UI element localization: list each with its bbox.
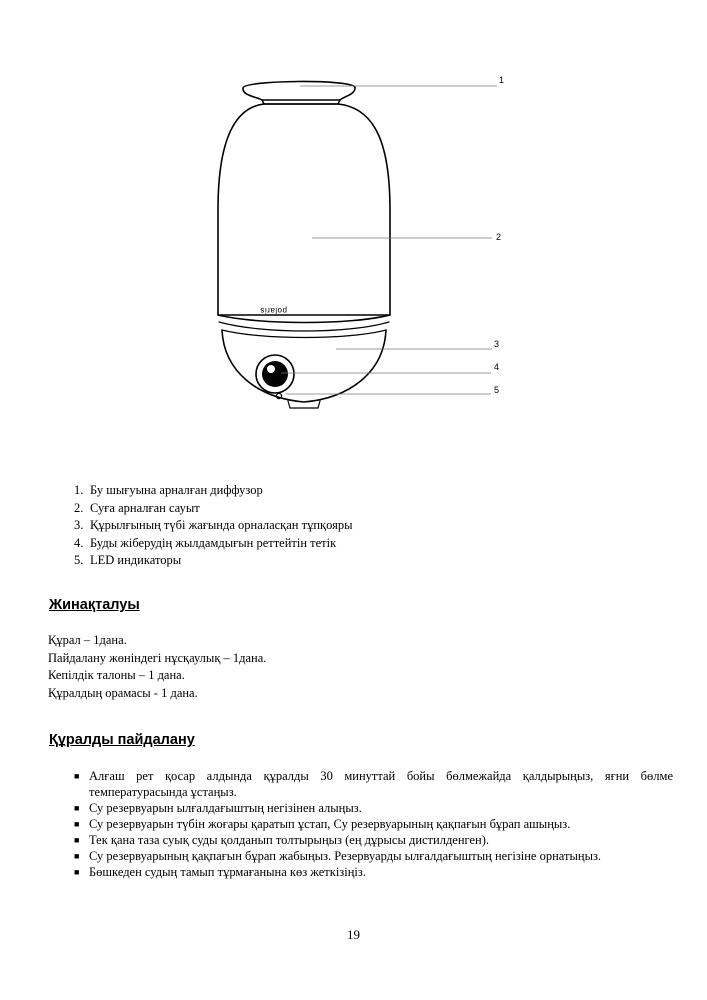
parts-list-item <box>74 500 353 518</box>
kit-list <box>48 632 266 702</box>
kit-item: Құрал – 1дана. <box>48 633 127 647</box>
part-number: 2. <box>74 500 84 515</box>
kit-item: Пайдалану жөніндегі нұсқаулық – 1дана. <box>48 650 267 665</box>
part-text: Суға арналған сауыт <box>90 500 200 515</box>
callout-2: 2 <box>496 232 502 242</box>
callout-4: 4 <box>494 362 500 372</box>
bullet-icon: ■ <box>74 851 80 861</box>
water-tank <box>218 104 390 315</box>
bullet-icon: ■ <box>74 771 80 781</box>
part-number: 1. <box>74 483 84 497</box>
bullet-icon: ■ <box>74 867 80 877</box>
parts-list <box>74 482 353 570</box>
part-number: 4. <box>74 535 84 550</box>
usage-heading: Құралды пайдалану <box>49 732 195 748</box>
brand-logo: polaris <box>259 306 287 315</box>
usage-item-text: Бөшкеден судың тамып тұрмағанына көз жеткізіңіз. <box>89 865 366 879</box>
parts-list-item <box>74 535 353 553</box>
usage-item-text: Су резервуарын түбін жоғары қаратып ұстап, Су резервуарының қақпағын бұрап ашыңыз. <box>89 817 571 831</box>
part-text: Құрылғының түбі жағында орналасқан тұпқояры <box>90 518 353 532</box>
callout-5: 5 <box>494 385 500 395</box>
usage-item <box>73 816 673 832</box>
kit-item: Кепілдік талоны – 1 дана. <box>48 668 185 682</box>
bullet-icon: ■ <box>74 835 80 845</box>
usage-item-text: Су резервуарының қақпағын бұрап жабыңыз. Резервуарды ылғалдағыштың негізіне орнатыңыз. <box>89 849 602 863</box>
diffuser-cap <box>243 81 355 100</box>
humidifier-diagram <box>0 0 707 440</box>
part-number: 5. <box>74 553 84 567</box>
part-number: 3. <box>74 518 84 532</box>
parts-list-item <box>74 482 353 500</box>
usage-item-text: Алғаш рет қосар алдында құралды 30 минуттай бойы бөлмежайда қалдырыңыз, яғни бөлме температурасында ұстаңыз. <box>89 769 673 799</box>
callout-1: 1 <box>499 75 505 85</box>
callout-3: 3 <box>494 339 500 349</box>
page-number: 19 <box>347 927 360 942</box>
part-text: LED индикаторы <box>90 553 182 567</box>
part-text: Бу шығуына арналған диффузор <box>90 483 263 497</box>
parts-list-item <box>74 552 353 570</box>
usage-list <box>73 768 673 880</box>
bullet-icon: ■ <box>74 819 80 829</box>
usage-item <box>73 800 673 816</box>
usage-item-text: Тек қана таза суық суды қолданып толтырыңыз (ең дұрысы дистилденген). <box>89 833 490 847</box>
usage-item <box>73 768 673 800</box>
usage-item <box>73 832 673 848</box>
kit-heading: Жинақталуы <box>49 597 140 613</box>
part-text: Буды жіберудің жылдамдығын реттейтін тетік <box>90 535 337 550</box>
usage-item <box>73 848 673 864</box>
base <box>222 330 386 402</box>
parts-list-item <box>74 517 353 535</box>
bullet-icon: ■ <box>74 803 80 813</box>
kit-item: Құралдың орамасы - 1 дана. <box>48 685 198 700</box>
usage-item-text: Су резервуарын ылғалдағыштың негізінен алыңыз. <box>89 801 362 815</box>
usage-item <box>73 864 673 880</box>
